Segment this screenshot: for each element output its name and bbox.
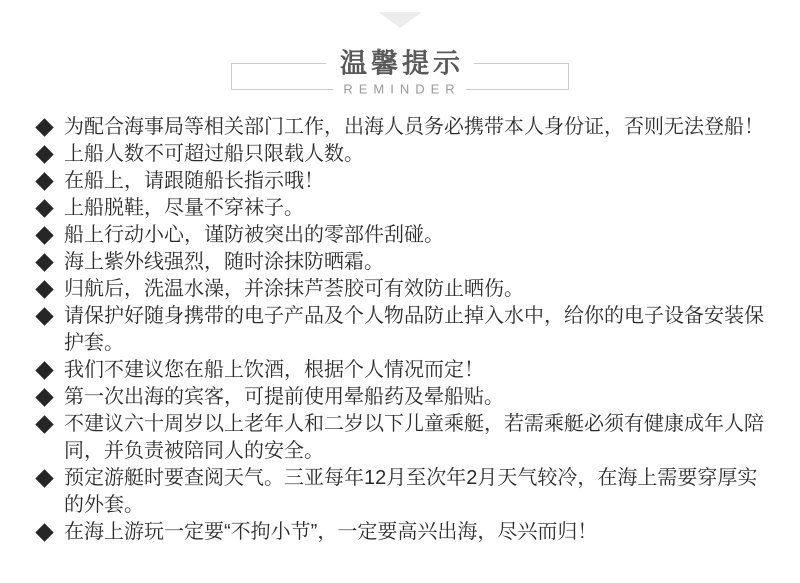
notice-item-text: 归航后，洗温水澡，并涂抹芦荟胶可有效防止晒伤。 (64, 278, 524, 300)
notice-item-text: 预定游艇时要查阅天气。三亚每年12月至次年2月天气较冷，在海上需要穿厚实的外套。 (64, 467, 758, 516)
notice-item (36, 141, 769, 168)
diamond-bullet-icon (35, 172, 53, 190)
notice-item (36, 519, 769, 546)
diamond-bullet-icon (35, 145, 53, 163)
notice-item (36, 195, 769, 222)
page-title: 温馨提示 (326, 51, 474, 78)
notice-item-text: 海上紫外线强烈，随时涂抹防晒霜。 (64, 251, 384, 273)
diamond-bullet-icon (35, 415, 53, 433)
notice-item-text: 请保护好随身携带的电子产品及个人物品防止掉入水中，给你的电子设备安装保护套。 (64, 305, 764, 354)
notice-item-text: 我们不建议您在船上饮酒，根据个人情况而定！ (64, 359, 484, 381)
notice-item (36, 465, 769, 519)
notice-item (36, 276, 769, 303)
notice-item (36, 168, 769, 195)
notice-item (36, 357, 769, 384)
diamond-bullet-icon (35, 361, 53, 379)
notice-list (0, 114, 800, 546)
notice-item-text: 船上行动小心，谨防被突出的零部件刮碰。 (64, 224, 444, 246)
diamond-bullet-icon (35, 469, 53, 487)
down-triangle-icon (378, 12, 422, 28)
diamond-bullet-icon (35, 388, 53, 406)
diamond-bullet-icon (35, 118, 53, 136)
notice-item-text: 为配合海事局等相关部门工作，出海人员务必携带本人身份证，否则无法登船！ (64, 116, 764, 138)
notice-item (36, 384, 769, 411)
notice-item-text: 在海上游玩一定要“不拘小节”，一定要高兴出海，尽兴而归！ (64, 521, 598, 543)
notice-item-text: 不建议六十周岁以上老年人和二岁以下儿童乘艇，若需乘艇必须有健康成年人陪同，并负责被陪同人的安全。 (64, 413, 764, 462)
diamond-bullet-icon (35, 226, 53, 244)
page-subtitle: REMINDER (333, 83, 466, 96)
notice-item-text: 上船脱鞋，尽量不穿袜子。 (64, 197, 304, 219)
notice-item (36, 249, 769, 276)
diamond-bullet-icon (35, 307, 53, 325)
notice-item (36, 303, 769, 357)
diamond-bullet-icon (35, 199, 53, 217)
diamond-bullet-icon (35, 253, 53, 271)
notice-item (36, 114, 769, 141)
diamond-bullet-icon (35, 523, 53, 541)
diamond-bullet-icon (35, 280, 53, 298)
title-box (231, 48, 569, 97)
notice-item (36, 411, 769, 465)
notice-item (36, 222, 769, 249)
notice-item-text: 在船上，请跟随船长指示哦！ (64, 170, 324, 192)
notice-item-text: 第一次出海的宾客，可提前使用晕船药及晕船贴。 (64, 386, 504, 408)
notice-item-text: 上船人数不可超过船只限载人数。 (64, 143, 364, 165)
